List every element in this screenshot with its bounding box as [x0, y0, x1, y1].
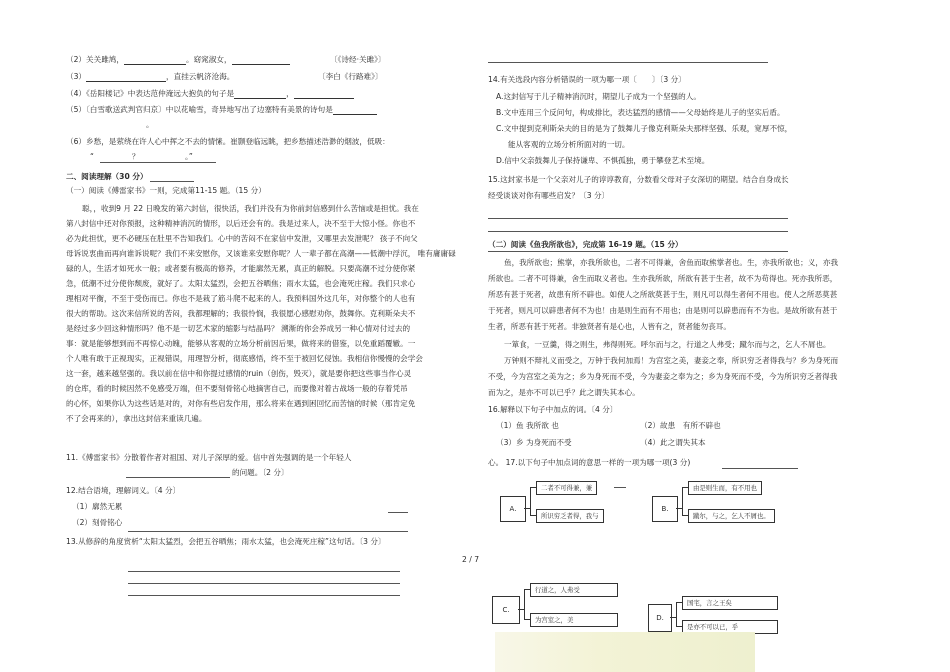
- section-2-heading: 二、阅读理解（30 分）: [66, 172, 148, 181]
- q2-source: 〔《诗经·关雎》〕: [330, 55, 386, 64]
- passage-line: 的仓库，看的时候因然不免感受万端，但不要刻骨铭心地摘害自己，而要像对着古战场一般的存着凭吊: [66, 384, 408, 393]
- answer-blank[interactable]: [126, 477, 230, 478]
- q16-item-2: （2）故患 有所不辟也: [640, 421, 721, 430]
- answer-line[interactable]: [128, 583, 400, 584]
- q14-option-c: C.文中提到克利斯朵夫的目的是为了鼓舞儿子像克利斯朵夫那样坚强、乐观，宽厚不惊，: [496, 124, 793, 133]
- question-4: [66, 89, 354, 99]
- option-c-item-1: 行道之，人弗受: [530, 583, 618, 597]
- answer-blank[interactable]: [124, 56, 186, 65]
- q4-text: （4）《岳阳楼记》中表达范仲淹远大抱负的句子是: [66, 89, 235, 98]
- answer-blank[interactable]: [388, 512, 408, 513]
- answer-blank[interactable]: [100, 162, 216, 163]
- connector: [682, 487, 683, 515]
- answer-line[interactable]: [488, 231, 788, 232]
- q16-item-3: （3）乡 为身死而不受: [496, 438, 572, 447]
- question-11: 11.《傅雷家书》分散着作者对祖国、对儿子深厚的爱。信中首先强调的是一个年轻人: [66, 453, 352, 462]
- q14-option-c-cont: 能从客观的立场分析所面对的一切。: [508, 140, 630, 149]
- q4-mid-text: ，: [286, 89, 294, 98]
- q3-mid-text: ，直挂云帆济沧海。: [166, 72, 235, 81]
- q12-item-1: （1）廓然无累: [72, 502, 123, 511]
- classical-text-line: 鱼，我所欲也；熊掌，亦我所欲也，二者不可得兼，舍鱼而取熊掌者也。生，亦我所欲也；义，亦我: [504, 258, 839, 267]
- passage-line: 聪，，收到9 月 22 日晚发的第六封信，很快活，我们并没有为你前封信感到什么苦恼或是担忧。我在: [82, 204, 419, 213]
- classical-text-line: 所欲也。二者不可得兼，舍生而取义者也。生亦我所欲，所欲有甚于生者，故不为苟得也。死亦我所恶，: [488, 274, 838, 283]
- q14-option-b: B.文中连用三个反问句，构成排比，表达猛烈的感情——父母始终是儿子的坚实后盾。: [496, 108, 785, 117]
- q2-text: （2）关关雎鸠，: [66, 55, 124, 64]
- subsection-1-heading: （一）阅读《傅雷家书》一则，完成第11-15 题。（15 分）: [66, 186, 266, 195]
- classical-text-line: 所恶有甚于死者，故患有所不辟也。如使人之所欲莫甚于生，则凡可以得生者何不用也。使人之所恶莫甚: [488, 290, 838, 299]
- q5-text: （5）〔白雪歌送武判官归京〕中以花喻雪，奇异地写出了边塞特有美景的诗句是: [66, 105, 333, 114]
- answer-line[interactable]: [128, 571, 400, 572]
- q12-item-2: （2）刻骨铭心: [72, 518, 123, 527]
- answer-line[interactable]: [488, 218, 788, 219]
- q6-quote: “ ？ 。”: [90, 152, 193, 161]
- passage-line: 理相对平衡，不至于受伤而已。你也不是栽了筋斗爬不起来的人。我预料国外这几年，对你整个的人也有: [66, 294, 416, 303]
- classical-text-line: 万钟则不辩礼义而受之，万钟于我何加焉！为宫室之美，妻妾之奉，所识穷乏者得我与？乡为身死而: [504, 356, 839, 365]
- q3-source: 〔李白《行路难》〕: [318, 72, 383, 81]
- passage-line: 这一套，越来越坚强的。我以前在信中和你提过感情的ruin（创伤，毁灭），就是要你把这些事当作心灵: [66, 369, 412, 378]
- answer-line[interactable]: [128, 595, 400, 596]
- question-17: 心。 17.以下句子中加点词的意思一样的一项为哪一项(3 分): [488, 458, 691, 467]
- answer-blank[interactable]: [128, 531, 408, 532]
- answer-blank[interactable]: [234, 90, 286, 99]
- scan-tint: [495, 632, 755, 672]
- passage-line: 母诉说衷曲而再向谁诉说呢？我们不来安慰你，又该谁来安慰你呢？人一辈子都在高潮——低潮中浮沉， 唯有庸庸碌: [66, 249, 456, 258]
- question-13: 13.从修辞的角度赏析“太阳太猛烈，会把五谷晒焦；雨水太猛，也会淹死庄稼”这句话。〔3 分〕: [66, 537, 386, 546]
- classical-text-line: 生者，所恶有甚于死者。非独贤者有是心也，人皆有之，贤者能勿丧耳。: [488, 322, 731, 331]
- answer-blank[interactable]: [232, 56, 290, 65]
- option-d-label[interactable]: D.: [648, 604, 672, 632]
- q11-end: 的问题。〔2 分〕: [232, 468, 289, 477]
- passage-line: 是经过多少回这种情形吗？他不是一切艺术家的缩影与结晶吗？ 溯渐的你会养成另一种心情对付过去的: [66, 324, 411, 333]
- connector: [676, 602, 677, 626]
- q5-end: 。: [146, 120, 154, 129]
- divider: [614, 487, 626, 488]
- question-16: 16.解释以下句子中加点的词。〔4 分〕: [488, 405, 618, 414]
- q3-label: （3）: [66, 72, 87, 81]
- divider: [150, 181, 194, 182]
- connector: [530, 487, 531, 515]
- subsection-2-heading: （二）阅读《鱼我所欲也》，完成第 16-19 题。（15 分）: [488, 240, 683, 249]
- question-3: [66, 72, 234, 82]
- passage-line: 很大的帮助。这次来信所说的苦闷，我都理解的；我很怜悯，我很愿心感慰劝你，鼓舞你。克利斯朵夫不: [66, 309, 416, 318]
- classical-text-line: 不受，今为宫室之美为之；乡为身死而不受，今为妻妾之奉为之；乡为身死而不受，今为所识穷乏者得我: [488, 372, 838, 381]
- question-5: [66, 105, 377, 115]
- option-b-item-2: 蹴尔，与之，乞人不屑也。: [688, 509, 775, 523]
- answer-blank[interactable]: [333, 106, 377, 115]
- passage-line: 个人唯有敢于正视现实，正视错误，用理智分析，彻底感悟，终不至于被回忆侵蚀。我相信你慢慢的会学会: [66, 354, 423, 363]
- option-c-label[interactable]: C.: [492, 596, 520, 624]
- option-a-label[interactable]: A.: [500, 496, 526, 522]
- q14-option-d: D.信中父亲鼓舞儿子保持谦卑、不惧孤独，勇于攀登艺术至境。: [496, 156, 710, 165]
- classical-text-line: 一箪食，一豆羹，得之则生，弗得则死。呼尔而与之，行道之人弗受；蹴尔而与之，乞人不屑也。: [504, 340, 831, 349]
- classical-text-line: 而为之，是亦不可以已乎？此之谓失其本心。: [488, 388, 640, 397]
- answer-line[interactable]: [488, 62, 768, 63]
- passage-line: 急，低潮不过分使你颓废，就好了。太阳太猛烈，会把五谷晒焦；雨水太猛，也会淹死庄稼。我们只求心: [66, 279, 416, 288]
- option-c-item-2: 为宫室之，美: [530, 613, 618, 627]
- question-15: 15.这封家书是一个父亲对儿子的谆谆教育，分数看父母对子女深切的期望。结合自身成长: [488, 175, 789, 184]
- option-d-item-2: 是亦不可以已，乎: [682, 620, 778, 634]
- connector: [524, 589, 525, 619]
- passage-line: 的心怀，如果你认为这些话是对的，对你有些启发作用，那么将来在遇到困回忆而苦恼的时候（那肯定免: [66, 399, 416, 408]
- q15-cont: 经受谈谈对你有哪些启发？〔3 分〕: [488, 191, 610, 200]
- question-2: [66, 55, 290, 65]
- passage-line: 必为此担忧，更不必硬压在肚里不告知我们。心中的苦闷不在家信中发泄，又哪里去发泄呢？ 孩子不向父: [66, 234, 418, 243]
- passage-line: 不了会再来的），拿出这封信来重读几遍。: [66, 414, 207, 423]
- answer-blank[interactable]: [294, 90, 354, 99]
- classical-text-line: 于死者，则凡可以辟患者何不为也！由是则生而有不用也；由是则可以辟患而有不为也。是故所欲有甚于: [488, 306, 838, 315]
- question-14: 14.有关选段内容分析错误的一项为哪一项〔 〕〔3 分〕: [488, 75, 686, 84]
- passage-line: 第八封信中还对你预报，这种精神消沉的情形，以后还会有的。我是过来人，决不至于大惊小怪。你也不: [66, 219, 416, 228]
- divider: [488, 251, 788, 252]
- q2-mid-text: 。窈窕淑女，: [186, 55, 232, 64]
- question-12: 12.结合语境，理解词义。〔4 分〕: [66, 486, 181, 495]
- option-b-label[interactable]: B.: [652, 496, 678, 522]
- q16-item-1: （1）鱼 我所欲 也: [496, 421, 559, 430]
- answer-blank[interactable]: [722, 468, 798, 469]
- answer-blank[interactable]: [86, 73, 166, 82]
- option-a-item-1: 二者不可得兼，兼: [536, 481, 597, 495]
- option-b-item-1: 由是则生而，有不用也: [688, 481, 762, 495]
- question-6: （6）乡愁，是萦绕在许人心中挥之不去的情愫。崔颢登临远眺，把乡愁描述浩渺的烟波，低吸：: [66, 137, 390, 146]
- passage-line: 碌的人，生活才如死水一般；或者要有极高的修养，才能廓然无累，真正的解脱。只要高潮不过分使你紧: [66, 264, 416, 273]
- option-d-item-1: 国宅，言之王矣: [682, 596, 778, 610]
- passage-line: 事：就是能够想到而不再惊心动魄，能够从客观的立场分析前因后果，做将来的借鉴，以免重蹈覆辙。一: [66, 339, 416, 348]
- option-a-item-2: 所识穷乏者得，我与: [536, 509, 604, 523]
- page-number: 2 / 7: [462, 555, 480, 564]
- q14-option-a: A.这封信写于儿子精神消沉时，期望儿子成为一个坚强的人。: [496, 92, 701, 101]
- q16-item-4: （4）此之谓失其本: [640, 438, 706, 447]
